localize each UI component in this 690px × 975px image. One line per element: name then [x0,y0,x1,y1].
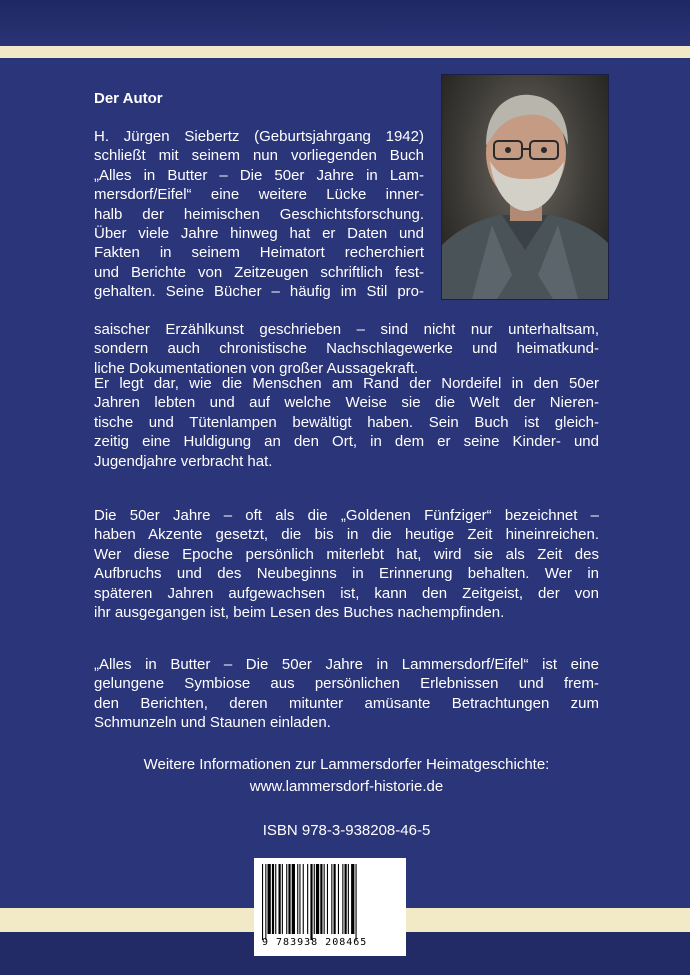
text-line: Wer diese Epoche persönlich miterlebt hat, wird sie als Zeit des [94,545,599,563]
barcode-bar [334,864,336,934]
text-line: den Berichten, deren mitunter amüsante Betrachtungen zum [94,694,599,712]
barcode-bar [286,864,287,934]
text-line: Fakten in seinem Heimatort recherchiert [94,244,424,262]
text-line: halb der heimischen Geschichtsforschung. [94,205,424,223]
text-line: Aufbruchs und des Neubeginns in Erinnerung behalten. Wer in [94,565,599,583]
barcode-bar [272,864,274,934]
barcode-bar [262,864,263,940]
isbn-number: ISBN 978-3-938208-46-5 [262,822,431,839]
barcode-bar [342,864,343,934]
text-line: liche Dokumentationen von großer Aussagekraft. [94,359,419,377]
text-line: haben Akzente gesetzt, die bis in die heutige Zeit hineinreichen. [94,526,599,544]
text-line: Er legt dar, wie die Menschen am Rand der Nordeifel in den 50er [94,375,599,392]
text-line: Jugendjahre verbracht hat. [94,452,273,470]
text-line: mersdorf/Eifel“ eine weitere Lücke inner- [94,186,424,204]
paragraph-fifties [94,506,599,622]
text-line: späteren Jahren aufgewachsen ist, kann den Zeitgeist, der von [94,584,599,602]
barcode-bar [316,864,319,934]
text-line: Die 50er Jahre – oft als die „Goldenen Fünfziger“ bezeichnet – [94,507,599,524]
text-line: H. Jürgen Siebertz (Geburtsjahrgang 1942) [94,128,424,145]
barcode-bar [268,864,271,934]
text-line: gelungene Symbiose aus persönlichen Erlebnissen und frem- [94,675,599,693]
barcode-bar [275,864,276,934]
text-line: Über viele Jahre hinweg hat er Daten und [94,225,424,243]
barcode-bar [282,864,283,934]
barcode-bar [327,864,328,934]
barcode-bar [292,864,295,934]
barcode-bar [299,864,300,934]
barcode-bar [351,864,354,934]
barcode-bar [265,864,266,940]
barcode-bar [310,864,312,940]
website-url: www.lammersdorf-historie.de [249,778,444,795]
text-line: saischer Erzählkunst geschrieben – sind nicht nur unterhaltsam, [94,321,599,338]
paragraph-summary [94,655,599,733]
paragraph-author-intro [94,127,424,302]
barcode-bar [331,864,332,934]
top-band [0,0,690,46]
text-line: schließt mit seinem nun vorliegenden Buch [94,147,424,165]
barcode-bar [303,864,304,934]
barcode-digits: 9 783938 208465 [262,937,368,948]
barcode-bar [297,864,298,934]
author-photo [441,74,609,300]
text-line: „Alles in Butter – Die 50er Jahre in Lammersdorf/Eifel“ ist eine [94,656,599,673]
barcode-bar [314,864,315,934]
barcode-bar [324,864,325,934]
text-line: und Berichte von Zeitzeugen schriftlich fest- [94,263,424,281]
paragraph-author-intro-continued [94,320,599,378]
barcode-bar [345,864,347,934]
barcode-bar [307,864,308,934]
paragraph-book-content [94,374,599,471]
text-line: sondern auch chronistische Nachschlagewerke und heimatkund- [94,340,599,358]
barcode-bar [320,864,322,934]
text-line: ihr ausgegangen ist, beim Lesen des Buches nachempfinden. [94,604,505,622]
text-line: gehalten. Seine Bücher – häufig im Stil pro- [94,283,424,301]
barcode-bar [279,864,281,934]
barcode-bar [288,864,290,934]
text-line: zeitig eine Huldigung an den Ort, in dem er seine Kinder- und [94,433,599,451]
section-heading: Der Autor [94,90,163,107]
barcode-bar [338,864,339,934]
more-info [94,754,599,798]
more-info-text: Weitere Informationen zur Lammersdorfer Heimatgeschichte: [143,756,550,773]
top-cream-stripe [0,46,690,58]
text-line: tische und Tütenlampen bewältigt haben. Sein Buch ist gleich- [94,413,599,431]
barcode-bar [356,864,357,940]
text-line: „Alles in Butter – Die 50er Jahre in Lam- [94,166,424,184]
text-line: Jahren lebten und auf welche Weise sie die Welt der Nieren- [94,394,599,412]
barcode-bar [348,864,349,934]
text-line: Schmunzeln und Staunen einladen. [94,714,331,732]
